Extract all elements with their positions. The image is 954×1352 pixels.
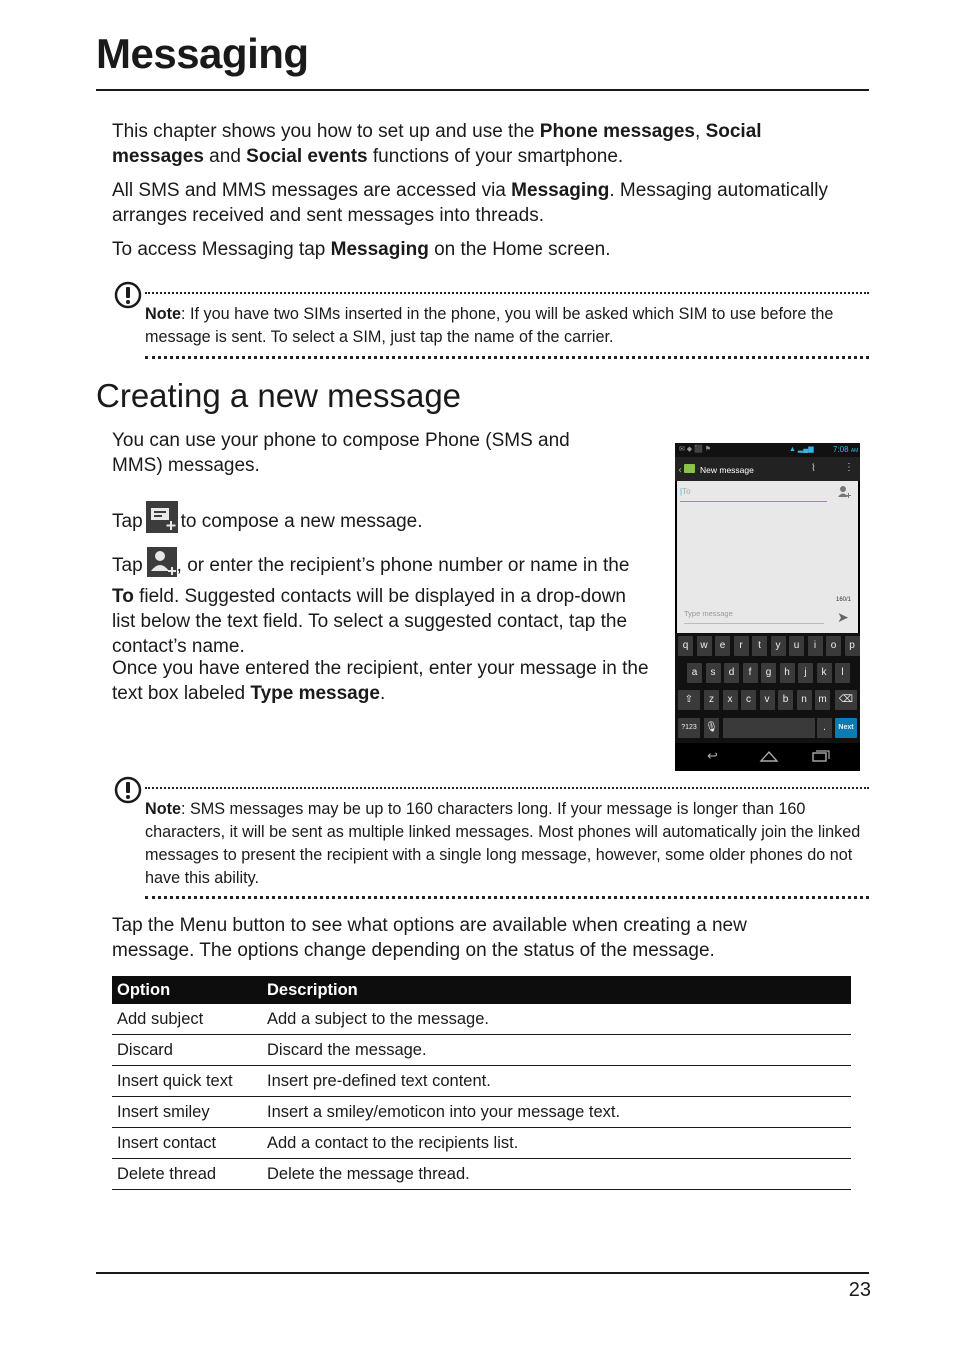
delete-key[interactable]: ⌫ — [835, 690, 857, 710]
footer-rule — [96, 1272, 869, 1274]
description-cell: Delete the message thread. — [262, 1159, 851, 1190]
key-s[interactable]: s — [706, 663, 721, 683]
key-l[interactable]: l — [835, 663, 850, 683]
note-top-divider — [145, 292, 869, 294]
table-row — [112, 1128, 851, 1159]
description-cell: Insert pre-defined text content. — [262, 1066, 851, 1097]
option-cell: Discard — [112, 1035, 262, 1066]
signal-icon: ▲ ▂▄▆ — [789, 446, 814, 453]
intro-paragraph-2: All SMS and MMS messages are accessed via Messaging. Messaging automatically arranges received and sent messages into threads. — [112, 180, 828, 226]
menu-paragraph: Tap the Menu button to see what options are available when creating a new message. The options change depending on the status of the message. — [112, 915, 747, 961]
phone-screenshot — [675, 443, 860, 771]
key-p[interactable]: p — [845, 636, 860, 656]
key-u[interactable]: u — [789, 636, 804, 656]
page-title: Messaging — [96, 30, 309, 77]
key-v[interactable]: v — [760, 690, 775, 710]
key-r[interactable]: r — [734, 636, 749, 656]
option-cell: Insert quick text — [112, 1066, 262, 1097]
type-message-field[interactable]: Type message — [684, 609, 824, 624]
key-g[interactable]: g — [761, 663, 776, 683]
table-row — [112, 1159, 851, 1190]
navigation-bar — [675, 743, 860, 771]
description-cell: Insert a smiley/emoticon into your message text. — [262, 1097, 851, 1128]
note-top-divider — [145, 787, 869, 789]
compose-intro-paragraph: You can use your phone to compose Phone (SMS and MMS) messages. — [112, 430, 570, 476]
keyboard — [675, 633, 860, 743]
description-cell: Discard the message. — [262, 1035, 851, 1066]
table-header-row — [112, 976, 851, 1004]
period-key[interactable]: . — [817, 718, 832, 738]
table-row — [112, 1066, 851, 1097]
note-bottom-divider — [145, 356, 869, 359]
key-d[interactable]: d — [724, 663, 739, 683]
key-t[interactable]: t — [752, 636, 767, 656]
options-table — [112, 976, 851, 1190]
key-y[interactable]: y — [771, 636, 786, 656]
description-cell: Add a contact to the recipients list. — [262, 1128, 851, 1159]
key-w[interactable]: w — [697, 636, 712, 656]
add-recipient-icon[interactable] — [837, 485, 851, 504]
send-icon[interactable]: ➤ — [837, 609, 849, 625]
character-counter: 160/1 — [836, 597, 852, 603]
tap-compose-paragraph: Tap to compose a new message. — [112, 501, 632, 540]
page-number: 23 — [848, 1279, 871, 1301]
intro-paragraph-3: To access Messaging tap Messaging on the Home screen. — [112, 239, 611, 260]
table-row — [112, 1097, 851, 1128]
option-cell: Insert contact — [112, 1128, 262, 1159]
compose-screen — [677, 481, 858, 633]
back-icon[interactable]: ↩ — [707, 748, 718, 763]
note-text-1: Note: If you have two SIMs inserted in the phone, you will be asked which SIM to use before the message is sent. To select a SIM, just tap the name of the carrier. — [145, 305, 834, 346]
key-a[interactable]: a — [687, 663, 702, 683]
section-heading: Creating a new message — [96, 377, 462, 414]
key-o[interactable]: o — [826, 636, 841, 656]
key-n[interactable]: n — [797, 690, 812, 710]
symbols-key[interactable]: ?123 — [678, 718, 700, 738]
app-bar — [675, 457, 860, 481]
messaging-app-icon[interactable] — [678, 462, 696, 476]
option-cell: Insert smiley — [112, 1097, 262, 1128]
attach-icon[interactable]: ⌇ — [811, 463, 816, 474]
key-j[interactable]: j — [798, 663, 813, 683]
recent-apps-icon[interactable] — [812, 749, 830, 767]
add-contact-icon — [147, 547, 177, 584]
key-h[interactable]: h — [780, 663, 795, 683]
option-cell: Delete thread — [112, 1159, 262, 1190]
new-message-icon — [146, 501, 178, 540]
table-row — [112, 1004, 851, 1035]
column-header-description: Description — [262, 976, 851, 1004]
title-rule — [96, 89, 869, 91]
key-i[interactable]: i — [808, 636, 823, 656]
note-text-2: Note: SMS messages may be up to 160 characters long. If your message is longer than 160 characters, it will be sent as multiple linked messages. Most phones will automatically join the linked messages to present the recipient with a single long message, however, some older phones do not have this ability. — [145, 800, 861, 887]
key-k[interactable]: k — [817, 663, 832, 683]
status-bar — [675, 443, 860, 457]
app-bar-title: New message — [700, 465, 754, 475]
home-icon[interactable] — [759, 749, 779, 767]
note-bottom-divider — [145, 896, 869, 899]
option-cell: Add subject — [112, 1004, 262, 1035]
space-key[interactable] — [723, 718, 815, 738]
key-f[interactable]: f — [743, 663, 758, 683]
to-field[interactable]: |To — [680, 487, 827, 502]
key-q[interactable]: q — [678, 636, 693, 656]
key-b[interactable]: b — [778, 690, 793, 710]
microphone-key[interactable]: 🎙 — [704, 718, 719, 738]
description-cell: Add a subject to the message. — [262, 1004, 851, 1035]
key-e[interactable]: e — [715, 636, 730, 656]
table-row — [112, 1035, 851, 1066]
tap-contact-paragraph: Tap , or enter the recipient’s phone number or name in the To field. Suggested contacts will be displayed in a drop-down list below the text field. To select a suggested contact, tap the contact’s name. — [112, 547, 642, 659]
intro-paragraph-1: This chapter shows you how to set up and use the Phone messages, Social messages and Social events functions of your smartphone. — [112, 121, 762, 167]
svg-text:‹: ‹ — [678, 465, 682, 476]
shift-key[interactable]: ⇧ — [678, 690, 700, 710]
notification-icons: ✉ ◆ ⬛ ⚑ — [679, 446, 712, 453]
type-message-paragraph: Once you have entered the recipient, enter your message in the text box labeled Type message. — [112, 658, 649, 704]
overflow-menu-icon[interactable]: ⋮ — [844, 462, 854, 473]
next-key[interactable]: Next — [835, 718, 857, 738]
key-x[interactable]: x — [723, 690, 738, 710]
clock: 7:08 AM — [833, 445, 859, 454]
note-exclamation-icon — [114, 281, 142, 309]
key-m[interactable]: m — [815, 690, 830, 710]
key-z[interactable]: z — [704, 690, 719, 710]
column-header-option: Option — [112, 976, 262, 1004]
key-c[interactable]: c — [741, 690, 756, 710]
note-exclamation-icon — [114, 776, 142, 804]
